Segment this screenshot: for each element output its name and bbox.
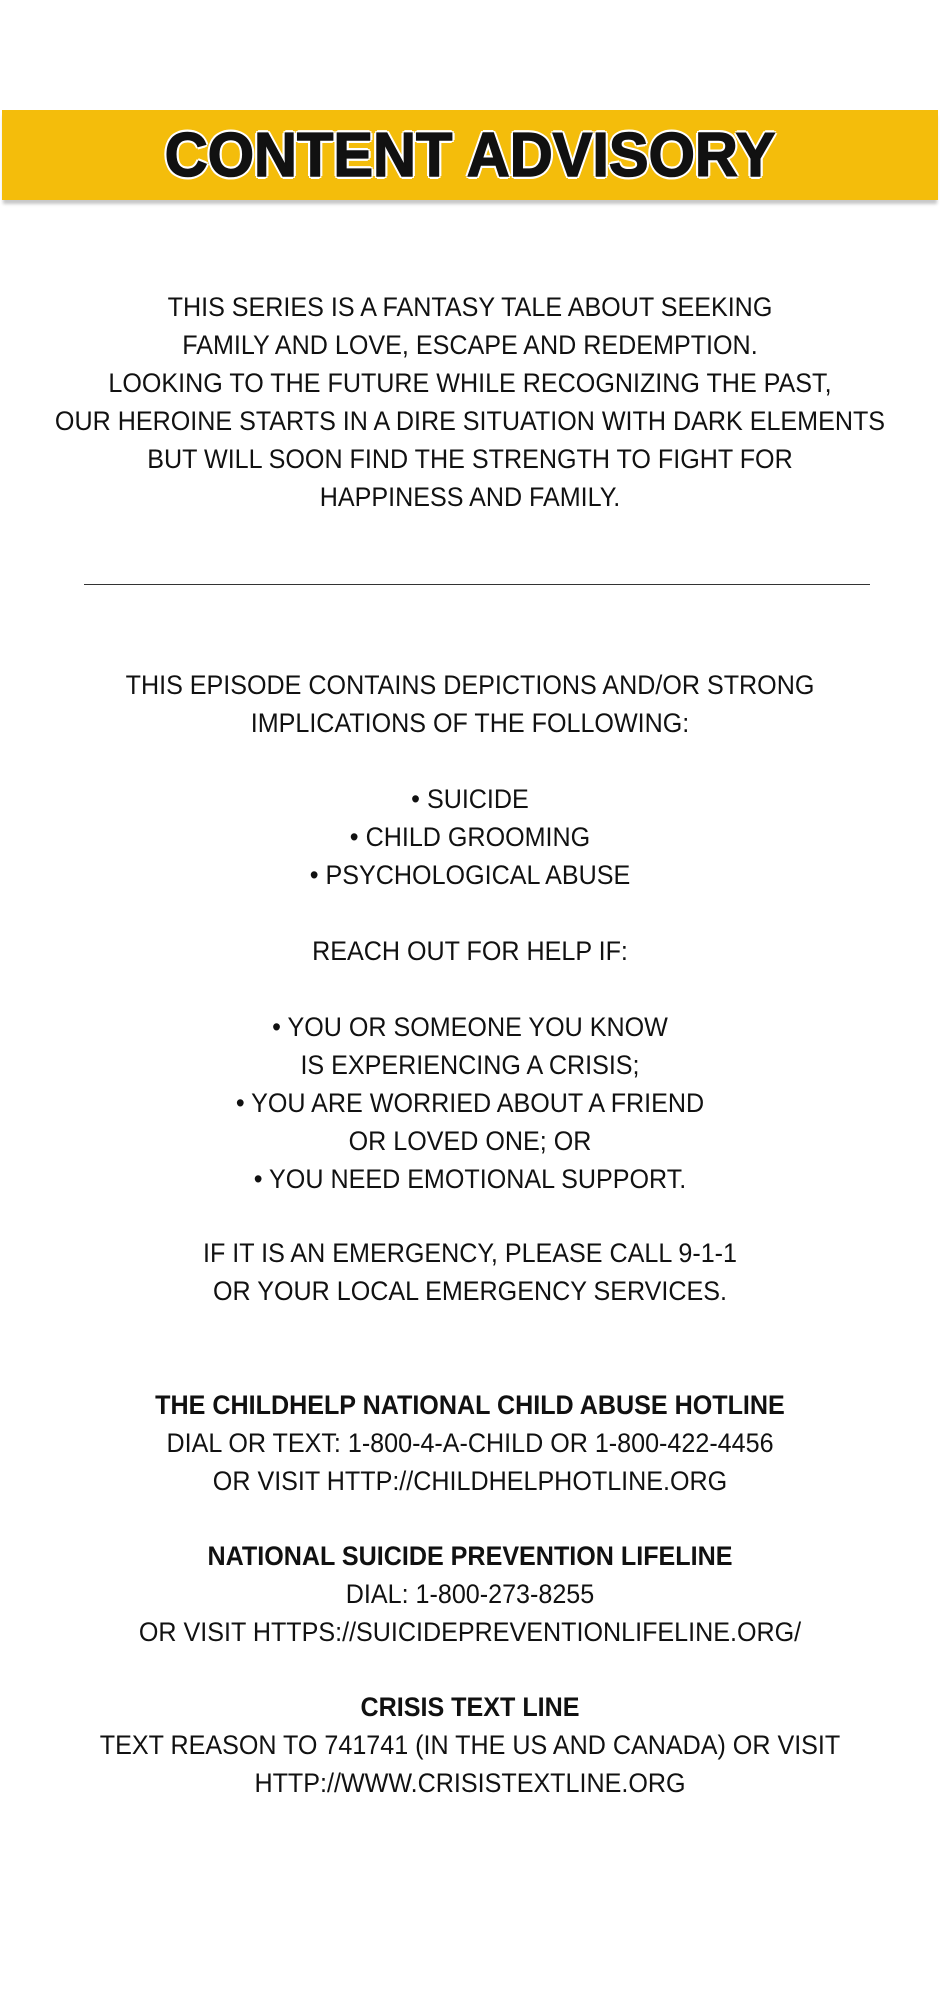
resource-link[interactable]: OR VISIT HTTPS://SUICIDEPREVENTIONLIFELINE.ORG/ bbox=[138, 1617, 802, 1647]
warning-line: IMPLICATIONS OF THE FOLLOWING: bbox=[250, 708, 690, 738]
warning-section bbox=[33, 666, 907, 742]
warning-topics-list bbox=[33, 780, 907, 894]
intro-line: FAMILY AND LOVE, ESCAPE AND REDEMPTION. bbox=[182, 330, 758, 360]
list-item: • YOU ARE WORRIED ABOUT A FRIEND bbox=[235, 1088, 705, 1118]
intro-line: HAPPINESS AND FAMILY. bbox=[319, 482, 621, 512]
resource-name: NATIONAL SUICIDE PREVENTION LIFELINE bbox=[207, 1541, 733, 1571]
warning-line: THIS EPISODE CONTAINS DEPICTIONS AND/OR STRONG bbox=[125, 670, 815, 700]
intro-line: THIS SERIES IS A FANTASY TALE ABOUT SEEKING bbox=[167, 292, 773, 322]
intro-line: OUR HEROINE STARTS IN A DIRE SITUATION WITH DARK ELEMENTS bbox=[54, 406, 886, 436]
list-item: OR LOVED ONE; OR bbox=[348, 1126, 592, 1156]
page-title: CONTENT ADVISORY bbox=[164, 120, 776, 190]
list-item: • CHILD GROOMING bbox=[349, 822, 591, 852]
resource-childhelp bbox=[33, 1386, 907, 1500]
resource-link[interactable]: OR VISIT HTTP://CHILDHELPHOTLINE.ORG bbox=[212, 1466, 728, 1496]
list-item: IS EXPERIENCING A CRISIS; bbox=[300, 1050, 640, 1080]
list-item: • SUICIDE bbox=[411, 784, 529, 814]
list-item: • YOU NEED EMOTIONAL SUPPORT. bbox=[253, 1164, 687, 1194]
resource-contact: DIAL: 1-800-273-8255 bbox=[345, 1579, 595, 1609]
help-intro-text: REACH OUT FOR HELP IF: bbox=[312, 936, 628, 966]
resource-contact: DIAL OR TEXT: 1-800-4-A-CHILD OR 1-800-422-4456 bbox=[166, 1428, 774, 1458]
resource-suicide-lifeline bbox=[33, 1537, 907, 1651]
content-advisory-banner bbox=[2, 110, 938, 200]
list-item: • YOU OR SOMEONE YOU KNOW bbox=[272, 1012, 668, 1042]
resource-crisis-text-line bbox=[33, 1688, 907, 1802]
emergency-line: OR YOUR LOCAL EMERGENCY SERVICES. bbox=[213, 1276, 727, 1306]
divider bbox=[84, 584, 870, 585]
intro-line: BUT WILL SOON FIND THE STRENGTH TO FIGHT FOR bbox=[147, 444, 793, 474]
emergency-line: IF IT IS AN EMERGENCY, PLEASE CALL 9-1-1 bbox=[202, 1238, 738, 1268]
resource-name: CRISIS TEXT LINE bbox=[360, 1692, 580, 1722]
resource-link[interactable]: HTTP://WWW.CRISISTEXTLINE.ORG bbox=[254, 1768, 686, 1798]
intro-paragraph bbox=[33, 288, 907, 516]
list-item: • PSYCHOLOGICAL ABUSE bbox=[309, 860, 631, 890]
help-intro bbox=[33, 932, 907, 970]
intro-line: LOOKING TO THE FUTURE WHILE RECOGNIZING THE PAST, bbox=[108, 368, 832, 398]
resource-name: THE CHILDHELP NATIONAL CHILD ABUSE HOTLINE bbox=[155, 1390, 785, 1420]
emergency-notice bbox=[33, 1234, 907, 1310]
help-conditions-list bbox=[33, 1008, 907, 1198]
resource-contact: TEXT REASON TO 741741 (IN THE US AND CANADA) OR VISIT bbox=[99, 1730, 841, 1760]
